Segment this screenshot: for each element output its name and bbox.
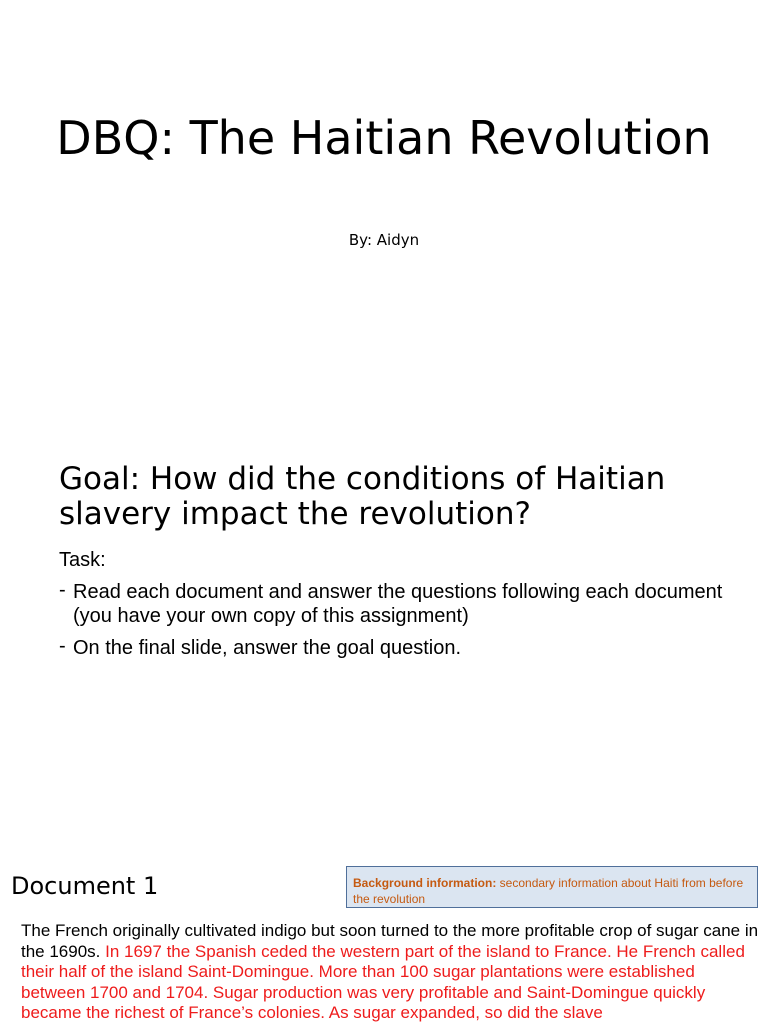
document-body-intro: The French originally cultivated indigo but soon turned to the more profitable crop of sugar cane in the 1690s.	[21, 921, 759, 961]
background-info-label: Background information	[353, 876, 493, 890]
document-slide	[0, 864, 768, 1024]
task-block	[59, 548, 749, 668]
goal-slide	[0, 288, 768, 659]
task-list	[59, 580, 749, 660]
task-item	[59, 580, 749, 628]
background-info-box	[346, 866, 758, 908]
author-subtitle: By: Aidyn	[348, 231, 420, 249]
dash-bullet-icon: -	[59, 635, 66, 657]
dash-bullet-icon: -	[59, 579, 66, 601]
document-body	[21, 921, 761, 1024]
background-info-text: secondary information about Haiti from before the revolution	[353, 876, 744, 906]
task-item-text: Read each document and answer the questions following each document (you have your own copy of this assignment)	[73, 581, 723, 627]
task-item-text: On the final slide, answer the goal question.	[73, 637, 462, 659]
task-item	[59, 636, 749, 660]
presentation-title: DBQ: The Haitian Revolution	[56, 111, 712, 165]
task-label: Task:	[59, 549, 106, 571]
title-slide	[0, 0, 768, 288]
goal-heading: Goal: How did the conditions of Haitian slavery impact the revolution?	[59, 461, 666, 532]
background-info-colon: :	[492, 876, 497, 890]
document-body-highlight: In 1697 the Spanish ceded the western part of the island to France. He French called their half of the island Saint-Domingue. More than 100 sugar plantations were established between 1700 and 1704. Sugar production was very profitable and Saint-Domingue quickly became the richest of France’s colonies. As sugar expanded, so did the slave	[21, 941, 745, 1022]
document-heading: Document 1	[11, 872, 159, 900]
